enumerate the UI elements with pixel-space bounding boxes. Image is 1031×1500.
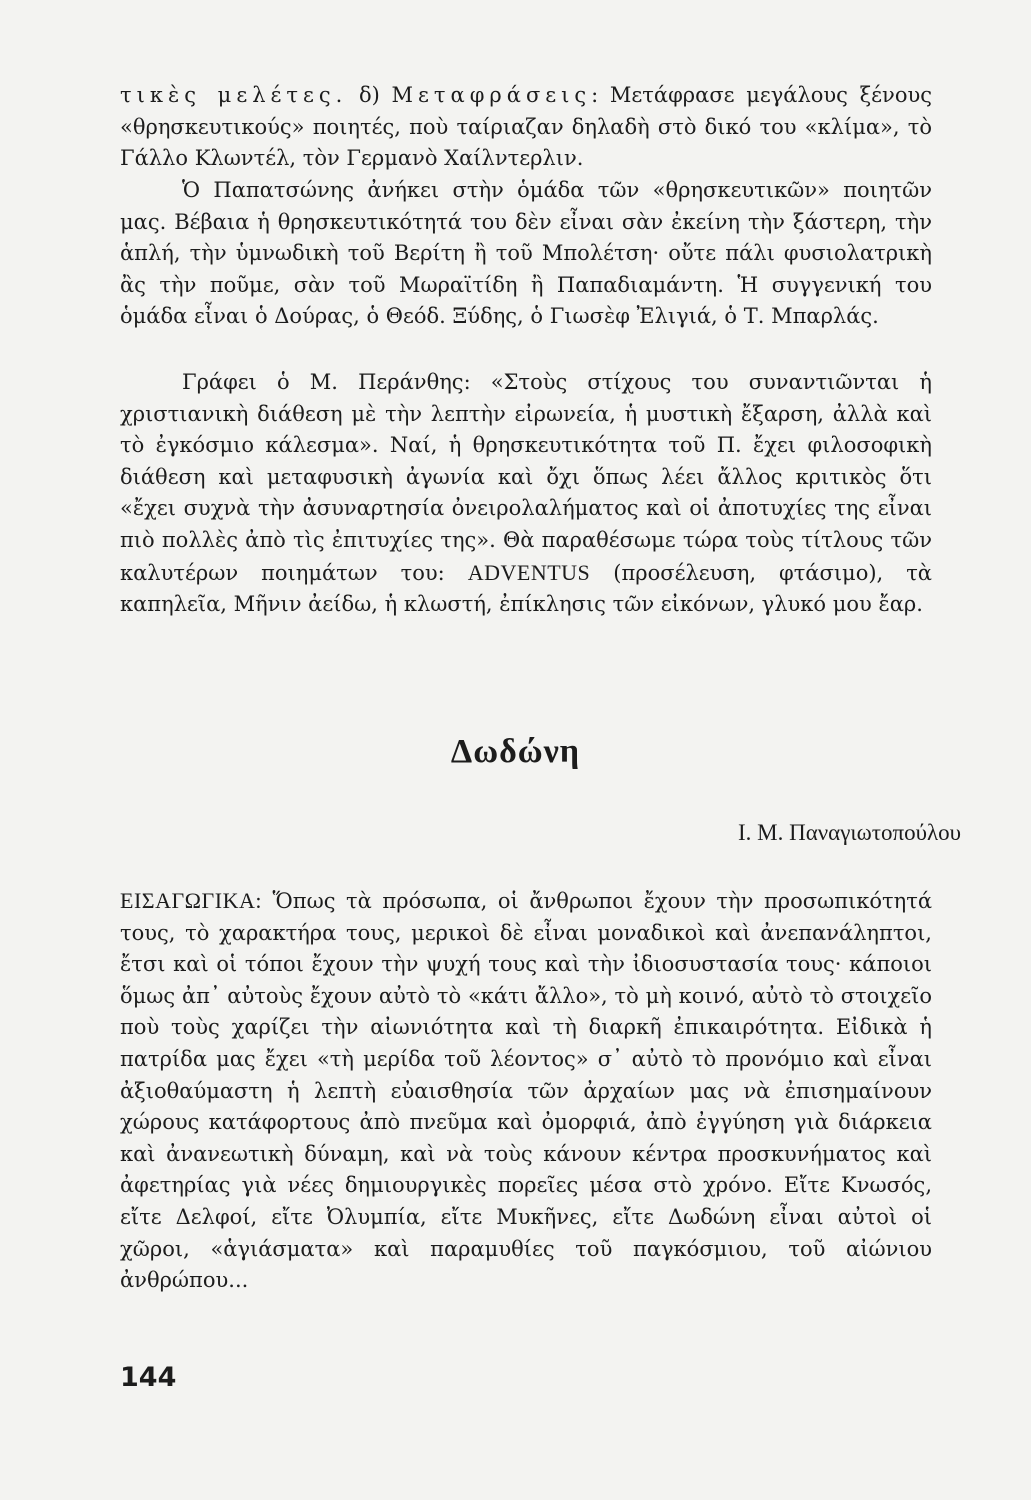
section-title: Δωδώνη (450, 733, 581, 770)
page-number: 144 (120, 1362, 177, 1393)
poem-title-adventus: ADVENTUS (467, 559, 591, 585)
paragraph-introduction: ΕΙΣΑΓΩΓΙΚΑ: Ὅπως τὰ πρόσωπα, οἱ ἄνθρωποι ἔχουν τὴν προσωπικότητά τους, τὸ χαρακτήρα τους, μερικοὶ δὲ εἶναι μοναδικοὶ καὶ ἀνεπανάληπτοι, ἔτσι καὶ οἱ τόποι ἔχουν τὴν ψυχή τους καὶ τὴν ἰδιοσυστασία τους· κάποιοι ὅμως ἀπ᾿ αὐτοὺς ἔχουν αὐτὸ τὸ «κάτι ἄλλο», τὸ μὴ κοινό, αὐτὸ τὸ στοιχεῖο ποὺ τοὺς χαρίζει τὴν αἰωνιότητα καὶ τὴ διαρκῆ ἐπικαιρότητα. Εἰδικὰ ἡ πατρίδα μας ἔχει «τὴ μερίδα τοῦ λέοντος» σ᾿ αὐτὸ τὸ προνόμιο καὶ εἶναι ἀξιοθαύμαστη ἡ λεπτὴ εὐαισθησία τῶν ἀρχαίων μας νὰ ἐπισημαίνουν χώρους κατάφορτους ἀπὸ πνεῦμα καὶ ὀμορφιά, ἀπὸ ἐγγύηση γιὰ διάρκεια καὶ ἀνανεωτικὴ δύναμη, καὶ νὰ τοὺς κάνουν κέντρα προσκυνήματος καὶ ἀφετηρίας γιὰ νέες δημιουργικὲς πορεῖες μέσα στὸ χρόνο. Εἴτε Κνωσός, εἴτε Δελφοί, εἴτε Ὀλυμπία, εἴτε Μυκῆνες, εἴτε Δωδώνη εἶναι αὐτοὶ οἱ χῶροι, «ἁγιάσματα» καὶ παραμυθίες τοῦ παγκόσμιου, τοῦ αἰώνιου ἀνθρώπου... (120, 888, 932, 1293)
paragraph-translations: τικὲς μελέτες. δ) Μεταφράσεις: Μετάφρασε μεγάλους ξένους «θρησκευτικούς» ποιητές, ποὺ ταίριαζαν δηλαδὴ στὸ δικό του «κλίμα», τὸ Γάλλο Κλωντέλ, τὸν Γερμανὸ Χαίλντερλιν. (120, 83, 932, 171)
introduction-label: ΕΙΣΑΓΩΓΙΚΑ: (120, 888, 262, 913)
italic-heading: τικὲς μελέτες. (120, 83, 348, 107)
paragraph-religious-poets: Ὁ Παπατσώνης ἀνήκει στὴν ὁμάδα τῶν «θρησκευτικῶν» ποιητῶν μας. Βέβαια ἡ θρησκευτικότητά του δὲν εἶναι σὰν ἐκείνη τὴν ξάστερη, τὴν ἁπλή, τὴν ὑμνωδικὴ τοῦ Βερίτη ἢ τοῦ Μπολέτση· οὔτε πάλι φυσιολατρικὴ ἂς τὴν ποῦμε, σὰν τοῦ Μωραϊτίδη ἢ Παπαδιαμάντη. Ἡ συγγενική του ὁμάδα εἶναι ὁ Δούρας, ὁ Θεόδ. Ξύδης, ὁ Γιωσὲφ Ἐλιγιά, ὁ Τ. Μπαρλάς. (120, 178, 932, 329)
italic-heading: Μεταφράσεις (391, 83, 592, 107)
author-name: Ι. Μ. Παναγιωτοπούλου (738, 820, 961, 845)
paragraph-peranthis-quote: Γράφει ὁ Μ. Περάνθης: «Στοὺς στίχους του συναντιῶνται ἡ χριστιανικὴ διάθεση μὲ τὴν λεπτὴν εἰρωνεία, ἡ μυστικὴ ἔξαρση, ἀλλὰ καὶ τὸ ἐγκόσμιο κάλεσμα». Ναί, ἡ θρησκευτικότητα τοῦ Π. ἔχει φιλοσοφικὴ διάθεση καὶ μεταφυσικὴ ἀγωνία καὶ ὄχι ὅπως λέει ἄλλος κριτικὸς ὅτι «ἔχει συχνὰ τὴν ἀσυναρτησία ὀνειρολαλήματος καὶ οἱ ἀποτυχίες της εἶναι πιὸ πολλὲς ἀπὸ τὶς ἐπιτυχίες της». Θὰ παραθέσωμε τώρα τοὺς τίτλους τῶν καλυτέρων ποιημάτων του: ADVENTUS (προσέλευση, φτάσιμο), τὰ καπηλεῖα, Μῆνιν ἀείδω, ἡ κλωστή, ἐπίκλησις τῶν εἰκόνων, γλυκό μου ἔαρ. (120, 370, 932, 617)
